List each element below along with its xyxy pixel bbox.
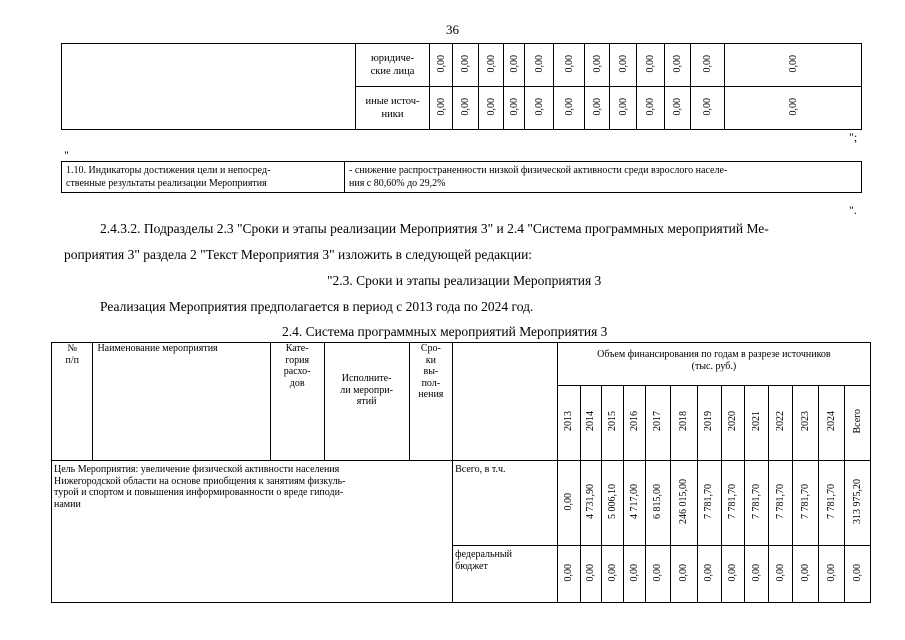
page-number: 36	[446, 22, 459, 37]
value: 0,00	[672, 97, 683, 116]
value-cell	[725, 87, 862, 130]
value-cell	[844, 461, 870, 546]
value: 0,00	[787, 54, 799, 73]
value-cell	[844, 546, 870, 603]
year-header	[721, 386, 745, 461]
value: 0,00	[508, 54, 520, 73]
header-text: Наименование мероприятия	[97, 343, 218, 354]
value: 7 781,70	[825, 483, 837, 519]
value: 0,00	[617, 97, 629, 116]
year-header	[769, 386, 793, 461]
header-text: Сро-	[420, 343, 441, 354]
value-cell	[557, 546, 580, 603]
header-financing	[557, 343, 870, 386]
section-heading: "2.3. Сроки и этапы реализации Мероприятия 3	[327, 273, 602, 288]
value-cell	[504, 87, 525, 130]
goal-cell	[52, 461, 453, 603]
value-cell	[453, 87, 479, 130]
header-text: Кате-	[285, 343, 309, 354]
value-cell	[525, 87, 554, 130]
value-cell	[602, 461, 624, 546]
year-header	[844, 386, 870, 461]
value-cell	[665, 44, 691, 87]
paragraph-line: 2.4.3.2. Подразделы 2.3 "Сроки и этапы реализации Мероприятия 3" и 2.4 "Система программных мероприятий Ме-	[100, 221, 769, 236]
value-cell	[691, 44, 725, 87]
header-name	[93, 343, 270, 461]
value-cell	[557, 461, 580, 546]
value: 0,00	[435, 97, 447, 116]
header-executors	[324, 343, 409, 461]
header-text: вы-	[423, 366, 439, 377]
value-cell	[793, 546, 819, 603]
text-line: 1.10. Индикаторы достижения цели и непосред-	[66, 165, 271, 176]
value-cell	[602, 546, 624, 603]
opening-quote: "	[64, 148, 69, 162]
value: 6 815,00	[652, 483, 664, 519]
year-label: 2014	[585, 411, 597, 432]
header-number	[52, 343, 93, 461]
header-row	[52, 343, 871, 386]
value-cell	[645, 461, 670, 546]
text-line: ственные результаты реализации Мероприятия	[66, 178, 267, 189]
text-line: ния с 80,60% до 29,2%	[349, 178, 446, 189]
value: 0,00	[460, 97, 471, 116]
value-cell	[624, 461, 646, 546]
text-line: бюджет	[455, 560, 488, 572]
year-label: 2023	[799, 411, 811, 432]
header-text: нения	[418, 389, 444, 400]
row-label-line: ники	[381, 109, 404, 120]
row-label-line: юридиче-	[370, 53, 415, 64]
value-cell	[525, 44, 554, 87]
value: 0,00	[787, 97, 799, 116]
section-heading: 2.4. Система программных мероприятий Мероприятия 3	[282, 324, 608, 339]
year-label: 2021	[751, 411, 763, 432]
year-header	[670, 386, 697, 461]
year-label: 2022	[774, 411, 786, 432]
value-cell	[610, 44, 637, 87]
funding-table-continuation	[61, 43, 862, 130]
header-text: Исполните-	[341, 373, 392, 384]
value: 7 781,70	[799, 483, 811, 519]
value-cell	[745, 546, 769, 603]
value: 0,00	[591, 54, 603, 73]
value-cell	[670, 461, 697, 546]
value: 0,00	[460, 54, 471, 73]
value-cell	[580, 461, 602, 546]
year-header	[745, 386, 769, 461]
value: 0,00	[727, 563, 739, 581]
text-line: Цель Мероприятия: увеличение физической активности населения	[54, 464, 340, 475]
program-measures-table	[51, 342, 871, 603]
value: 0,00	[533, 54, 545, 73]
indicator-value	[345, 162, 862, 193]
year-header	[580, 386, 602, 461]
value: 0,00	[607, 563, 618, 581]
value-cell	[670, 546, 697, 603]
value-cell	[585, 87, 610, 130]
value-cell	[645, 546, 670, 603]
paragraph: Реализация Мероприятия предполагается в период с 2013 года по 2024 год.	[100, 299, 534, 314]
value-cell	[624, 546, 646, 603]
closing-quote: ".	[849, 203, 857, 217]
value-cell	[453, 44, 479, 87]
value-cell	[585, 44, 610, 87]
value-cell	[479, 44, 504, 87]
value: 0,00	[563, 97, 575, 116]
year-label: 2017	[652, 411, 664, 432]
value: 0,00	[702, 97, 713, 116]
value-cell	[721, 461, 745, 546]
header-text: гория	[285, 354, 310, 366]
year-header	[557, 386, 580, 461]
value: 7 781,70	[727, 483, 739, 519]
value: 0,00	[562, 492, 574, 510]
source-label	[453, 461, 558, 546]
year-header	[602, 386, 624, 461]
header-text: ятий	[356, 396, 377, 407]
value-cell	[554, 44, 585, 87]
header-terms	[409, 343, 453, 461]
value: 0,00	[591, 97, 603, 116]
value: 0,00	[702, 54, 713, 73]
text-line: - снижение распространенности низкой физической активности среди взрослого населе-	[349, 165, 728, 176]
value: 0,00	[751, 563, 763, 581]
value: 0,00	[672, 54, 683, 73]
source-label	[453, 546, 558, 603]
value: 0,00	[678, 563, 689, 581]
header-text: №	[67, 343, 77, 354]
table-row	[62, 162, 862, 193]
year-label: 2015	[607, 411, 618, 432]
year-header	[697, 386, 721, 461]
indicator-label	[62, 162, 345, 193]
text-line: Всего, в т.ч.	[455, 464, 506, 475]
value: 0,00	[508, 97, 520, 116]
header-text: ли меропри-	[340, 384, 393, 396]
value: 0,00	[851, 563, 863, 581]
value: 0,00	[799, 563, 811, 581]
row-label-line: ские лица	[370, 66, 415, 77]
year-header	[645, 386, 670, 461]
value-cell	[665, 87, 691, 130]
value-cell	[504, 44, 525, 87]
value-cell	[697, 546, 721, 603]
value: 0,00	[645, 97, 656, 116]
text-line: федеральный	[455, 549, 512, 560]
value: 0,00	[652, 563, 664, 581]
value: 0,00	[485, 54, 497, 73]
year-header	[818, 386, 844, 461]
value: 313 975,20	[851, 478, 863, 524]
year-header	[793, 386, 819, 461]
year-header	[624, 386, 646, 461]
year-label: 2020	[727, 411, 739, 432]
value-cell	[637, 44, 665, 87]
header-text: дов	[289, 377, 305, 389]
text-line: турой и спортом и повышения информированности о вреде гиподи-	[54, 487, 344, 498]
paragraph-line: роприятия 3" раздела 2 "Текст Мероприятия 3" изложить в следующей редакции:	[64, 247, 533, 262]
year-label: 2024	[825, 411, 837, 432]
empty-cell	[62, 44, 356, 130]
year-label: 2016	[628, 411, 640, 432]
value: 0,00	[563, 54, 575, 73]
header-text: п/п	[65, 354, 79, 366]
header-text: (тыс. руб.)	[691, 360, 737, 372]
value: 5 006,10	[607, 483, 618, 519]
value: 0,00	[774, 563, 786, 581]
header-text: пол-	[421, 377, 441, 389]
year-label: 2013	[562, 411, 574, 432]
value: 0,00	[435, 54, 447, 73]
text-line: намии	[54, 498, 81, 510]
value-cell	[430, 87, 453, 130]
value-cell	[725, 44, 862, 87]
header-text: ки	[425, 354, 436, 366]
value: 4 717,00	[628, 483, 640, 519]
row-label-line: иные источ-	[365, 96, 420, 107]
value: 0,00	[617, 54, 629, 73]
value: 4 731,90	[585, 483, 597, 519]
year-label: 2018	[678, 411, 689, 432]
text-line: Нижегородской области на основе приобщения к занятиям физкуль-	[54, 475, 346, 487]
value-cell	[691, 87, 725, 130]
value: 0,00	[703, 563, 715, 581]
value-cell	[637, 87, 665, 130]
value: 0,00	[628, 563, 640, 581]
value: 7 781,70	[751, 483, 763, 519]
header-text: Объем финансирования по годам в разрезе источников	[597, 349, 831, 360]
value-cell	[721, 546, 745, 603]
header-text: расхо-	[283, 366, 311, 377]
value-cell	[745, 461, 769, 546]
value-cell	[554, 87, 585, 130]
value-cell	[430, 44, 453, 87]
value: 0,00	[562, 563, 574, 581]
value-cell	[580, 546, 602, 603]
value: 246 015,00	[678, 478, 689, 524]
value: 0,00	[645, 54, 656, 73]
header-category	[270, 343, 324, 461]
header-source	[453, 343, 558, 461]
table-row	[52, 461, 871, 546]
value-cell	[610, 87, 637, 130]
value: 7 781,70	[703, 483, 715, 519]
value-cell	[769, 461, 793, 546]
value: 0,00	[533, 97, 545, 116]
row-label	[356, 87, 430, 130]
value-cell	[818, 461, 844, 546]
year-label: Всего	[851, 408, 863, 434]
indicator-table	[61, 161, 862, 193]
value: 0,00	[585, 563, 597, 581]
value-cell	[479, 87, 504, 130]
value-cell	[769, 546, 793, 603]
value: 0,00	[825, 563, 837, 581]
value: 0,00	[485, 97, 497, 116]
value-cell	[793, 461, 819, 546]
value: 7 781,70	[774, 483, 786, 519]
closing-quote: ";	[849, 130, 858, 144]
value-cell	[818, 546, 844, 603]
row-label	[356, 44, 430, 87]
year-label: 2019	[703, 411, 715, 432]
table-row	[62, 44, 862, 87]
value-cell	[697, 461, 721, 546]
